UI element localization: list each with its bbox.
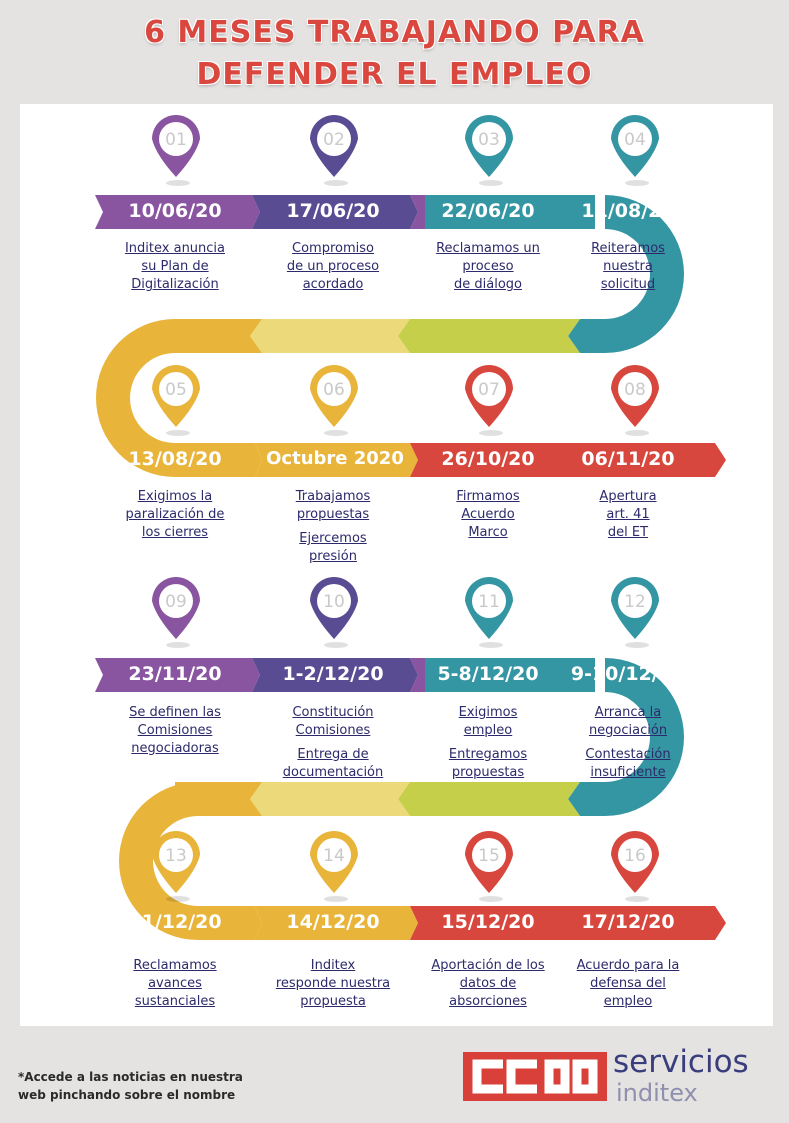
pin-shadow [166,896,190,902]
event-date: 22/06/20 [441,200,535,222]
pin-number: 01 [165,130,187,150]
event-date: 10/06/20 [128,200,222,222]
event-text: negociadoras [131,741,219,756]
pin-number: 12 [624,592,646,612]
pin-shadow [166,180,190,186]
pin-number: 16 [624,846,646,866]
pin-shadow [166,642,190,648]
pin-shadow [479,430,503,436]
event-text: paralización de [125,507,225,522]
event-date: 9-10/12/20 [570,663,686,685]
event-text: datos de [459,976,517,991]
event-date: 11/12/20 [128,911,222,933]
pin-shadow [625,430,649,436]
event-date: 23/11/20 [128,663,222,685]
event-text: Acuerdo [461,507,515,522]
event-text: empleo [463,723,513,738]
footer-note [18,1068,243,1104]
pin-number: 15 [478,846,500,866]
event-date: 13/08/20 [128,448,222,470]
page-title-line2: DEFENDER EL EMPLEO [196,57,593,92]
pin-shadow [324,430,348,436]
event-text: Arranca la [594,705,662,720]
page-title-line1: 6 MESES TRABAJANDO PARA [144,15,645,50]
event-text: Exigimos la [137,489,213,504]
event-text: proceso [462,259,514,274]
event-text: Apertura [599,489,657,504]
event-text: del ET [607,525,649,540]
event-text: de diálogo [454,277,522,292]
pin-number: 11 [478,592,500,612]
event-text: Contestación [585,747,671,762]
event-text: art. 41 [606,507,650,522]
event-text: Acuerdo para la [576,958,680,973]
event-text: los cierres [141,525,209,540]
pin-number: 06 [323,380,345,400]
event-text: negociación [588,723,668,738]
pin-shadow [625,642,649,648]
event-text: Ejercemos [299,531,367,546]
event-date: 17/12/20 [581,911,675,933]
event-link[interactable] [258,704,408,782]
event-date: 15/12/20 [441,911,535,933]
pin-shadow [625,896,649,902]
brand-servicios: servicios [613,1044,749,1080]
event-text: solicitud [600,277,656,292]
pin-number: 07 [478,380,500,400]
pin-number: 13 [165,846,187,866]
event-text: documentación [282,765,384,780]
event-text: nuestra [603,259,653,274]
event-date: 1-2/12/20 [282,663,384,685]
event-text: Marco [468,525,508,540]
event-link[interactable] [100,488,250,542]
return-segment [398,782,580,816]
pin-shadow [479,180,503,186]
event-link[interactable] [100,957,250,1011]
pin-number: 08 [624,380,646,400]
event-text: propuestas [451,765,525,780]
event-link[interactable] [553,488,703,542]
event-text: Entrega de [297,747,369,762]
pin-shadow [479,642,503,648]
footer-note-line1: *Accede a las noticias en nuestra [18,1070,243,1084]
event-date: 06/11/20 [581,448,675,470]
event-text: defensa del [590,976,666,991]
event-text: sustanciales [134,994,216,1009]
pin-shadow [324,180,348,186]
ccoo-logo [463,1052,607,1101]
event-text: Comisiones [137,723,213,738]
pin-shadow [625,180,649,186]
event-text: absorciones [449,994,527,1009]
pin-number: 09 [165,592,187,612]
pin-number: 03 [478,130,500,150]
event-text: Firmamos [456,489,520,504]
event-link[interactable] [413,704,563,782]
event-text: propuestas [296,507,370,522]
brand-inditex: inditex [616,1079,698,1107]
event-text: Entregamos [448,747,528,762]
pin-number: 10 [323,592,345,612]
event-text: presión [309,549,357,564]
event-text: Inditex [310,958,356,973]
return-segment [250,782,410,816]
pin-shadow [166,430,190,436]
event-text: Digitalización [131,277,219,292]
event-date: 11/08/20 [581,200,675,222]
pin-shadow [324,642,348,648]
event-link[interactable] [553,957,703,1011]
event-text: Inditex anuncia [124,241,226,256]
pin-number: 04 [624,130,646,150]
event-text: Reiteramos [591,241,665,256]
event-text: insuficiente [590,765,666,780]
pin-shadow [479,896,503,902]
event-text: Constitución [292,705,374,720]
event-link[interactable] [100,704,250,758]
event-link[interactable] [258,488,408,566]
event-text: Trabajamos [295,489,371,504]
pin-number: 14 [323,846,345,866]
footer-note-line2: web pinchando sobre el nombre [18,1088,236,1102]
event-text: avances [148,976,202,991]
event-link[interactable] [258,957,408,1011]
event-text: Exigimos [458,705,518,720]
event-text: acordado [302,277,364,292]
event-text: Compromiso [292,241,374,256]
event-text: Se definen las [129,705,221,720]
event-text: de un proceso [286,259,380,274]
event-text: propuesta [300,994,366,1009]
event-text: Reclamamos un [436,241,540,256]
pin-number: 05 [165,380,187,400]
return-segment [250,319,410,353]
event-link[interactable] [413,240,563,294]
event-link[interactable] [553,704,703,782]
event-text: empleo [603,994,653,1009]
event-text: Aportación de los [431,958,545,973]
event-link[interactable] [258,240,408,294]
event-link[interactable] [553,240,703,294]
event-link[interactable] [100,240,250,294]
event-date: 5-8/12/20 [437,663,539,685]
event-text: Comisiones [295,723,371,738]
event-date: 26/10/20 [441,448,535,470]
event-date: Octubre 2020 [266,448,404,469]
pin-shadow [324,896,348,902]
event-date: 17/06/20 [286,200,380,222]
event-text: Reclamamos [133,958,217,973]
event-text: su Plan de [141,259,209,274]
event-link[interactable] [413,488,563,542]
return-segment [175,319,262,353]
return-segment [175,782,198,816]
event-link[interactable] [413,957,563,1011]
event-date: 14/12/20 [286,911,380,933]
event-text: responde nuestra [275,976,391,991]
return-segment [398,319,580,353]
pin-number: 02 [323,130,345,150]
